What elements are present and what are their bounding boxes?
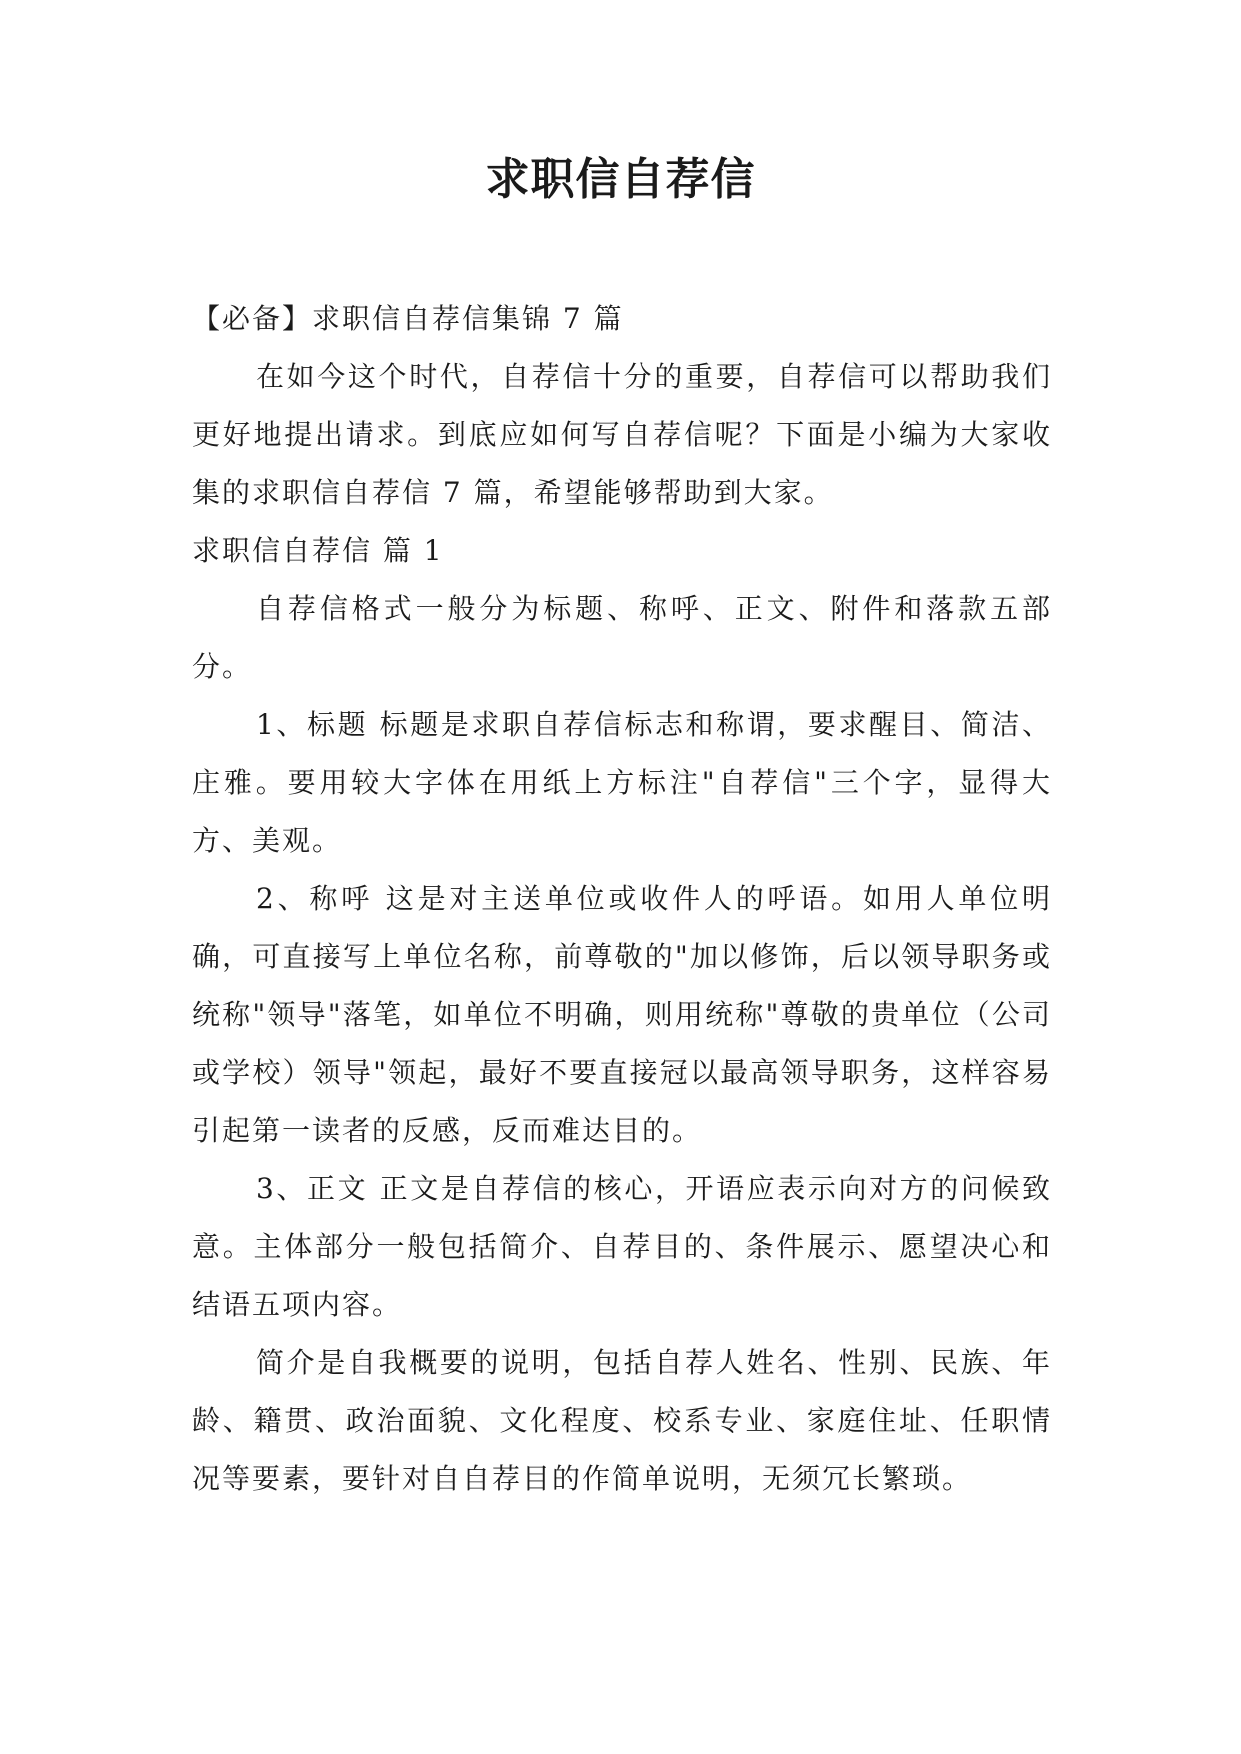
paragraph-intro-detail: 简介是自我概要的说明，包括自荐人姓名、性别、民族、年龄、籍贯、政治面貌、文化程度、校系专业、家庭住址、任职情况等要素，要针对自自荐目的作简单说明，无须冗长繁琐。 [192,1346,1052,1495]
paragraph-item-salutation: 2、称呼 这是对主送单位或收件人的呼语。如用人单位明确，可直接写上单位名称，前尊敬的"加以修饰，后以领导职务或统称"领导"落笔，如单位不明确，则用统称"尊敬的贵单位（公司或学校）领导"领起，最好不要直接冠以最高领导职务，这样容易引起第一读者的反感，反而难达目的。 [192,882,1052,1147]
paragraph-item-body: 3、正文 正文是自荐信的核心，开语应表示向对方的问候致意。主体部分一般包括简介、自荐目的、条件展示、愿望决心和结语五项内容。 [192,1172,1052,1321]
document-subtitle: 【必备】求职信自荐信集锦 7 篇 [192,302,624,335]
section-heading: 求职信自荐信 篇 1 [192,534,444,567]
paragraph-item-title: 1、标题 标题是求职自荐信标志和称谓，要求醒目、简洁、庄雅。要用较大字体在用纸上方标注"自荐信"三个字，显得大方、美观。 [192,708,1052,857]
paragraph-format: 自荐信格式一般分为标题、称呼、正文、附件和落款五部分。 [192,592,1052,683]
paragraph-intro: 在如今这个时代，自荐信十分的重要，自荐信可以帮助我们更好地提出请求。到底应如何写自荐信呢？下面是小编为大家收集的求职信自荐信 7 篇，希望能够帮助到大家。 [192,360,1052,509]
document-title: 求职信自荐信 [485,154,756,205]
document-body [192,290,1052,1508]
